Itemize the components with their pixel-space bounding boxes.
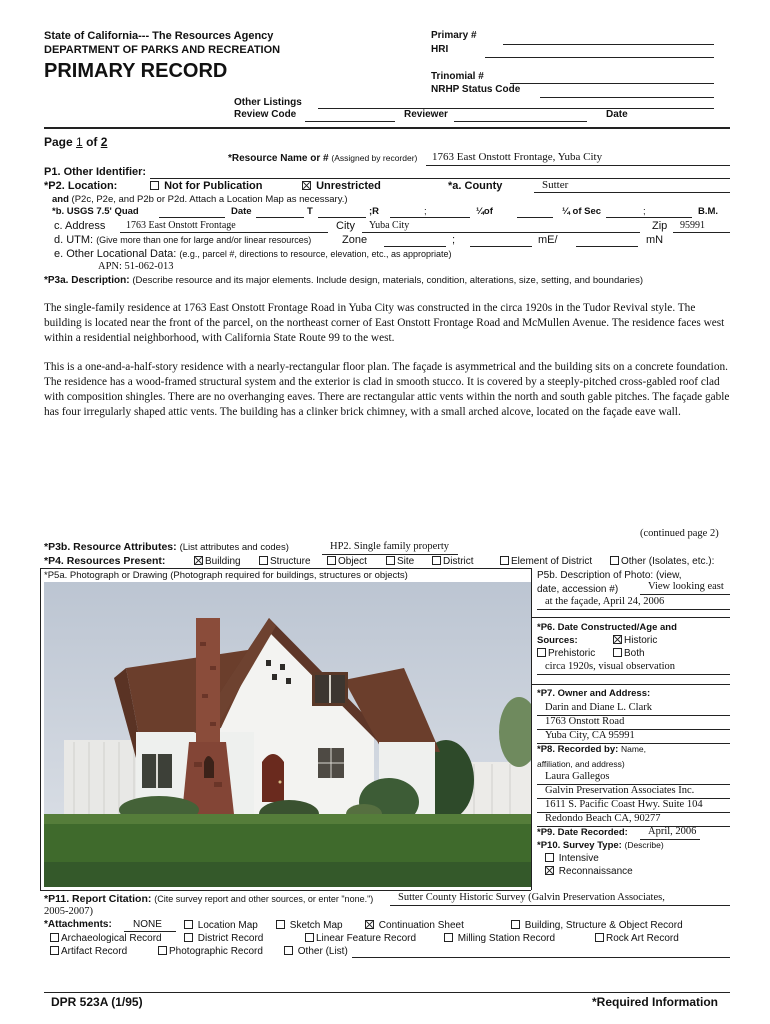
- reviewer-label: Reviewer: [404, 109, 448, 120]
- house-illustration: [44, 582, 531, 887]
- city-label: City: [336, 220, 355, 232]
- attachment-sketch-map[interactable]: Sketch Map: [276, 920, 343, 931]
- checkbox-icon: [545, 853, 554, 862]
- p8-line3: 1611 S. Pacific Coast Hwy. Suite 104: [545, 799, 703, 810]
- p3b-label: *P3b. Resource Attributes: (List attributes and codes): [44, 541, 289, 553]
- not-for-publication-checkbox[interactable]: Not for Publication: [150, 180, 262, 192]
- form-number: DPR 523A (1/95): [51, 995, 143, 1009]
- form-title: PRIMARY RECORD: [44, 60, 228, 82]
- bm-label: B.M.: [698, 206, 719, 217]
- reconnaissance-checkbox[interactable]: Reconnaissance: [545, 866, 633, 877]
- p2-label: *P2. Location:: [44, 180, 118, 192]
- p4-option-building[interactable]: Building: [194, 556, 241, 567]
- p6-label1: *P6. Date Constructed/Age and: [537, 622, 677, 633]
- p9-label: *P9. Date Recorded:: [537, 827, 628, 838]
- p5a-label: *P5a. Photograph or Drawing (Photograph required for buildings, structures or objects): [44, 570, 408, 581]
- p10-label: *P10. Survey Type: (Describe): [537, 840, 664, 851]
- utm-separator: ;: [452, 234, 456, 246]
- checked-checkbox-icon: [545, 866, 554, 875]
- zip-value: 95991: [680, 220, 705, 231]
- p6-label2: Sources:: [537, 635, 578, 646]
- other-listings-label: Other Listings: [234, 97, 302, 108]
- checked-checkbox-icon: [365, 920, 374, 929]
- attachment-linear-feature-record[interactable]: Linear Feature Record: [305, 933, 416, 944]
- zone-label: Zone: [342, 234, 368, 246]
- checkbox-icon: [276, 920, 285, 929]
- checkbox-icon: [150, 181, 159, 190]
- p8-line1: Laura Gallegos: [545, 771, 610, 782]
- p4-label: *P4. Resources Present:: [44, 555, 166, 567]
- page-indicator: Page 1 of 2: [44, 135, 108, 149]
- attachment-other-list[interactable]: Other (List): [284, 946, 348, 957]
- me-label: mE/: [538, 234, 558, 246]
- township-label: T: [307, 206, 313, 217]
- p11-label: *P11. Report Citation: (Cite survey report and other sources, or enter "none."): [44, 893, 374, 905]
- p4-option-structure[interactable]: Structure: [259, 556, 311, 567]
- p5b-line1: P5b. Description of Photo: (view,: [537, 570, 682, 581]
- attachment-building-record[interactable]: Building, Structure & Object Record: [511, 920, 683, 931]
- p9-value: April, 2006: [648, 826, 697, 837]
- p6-value: circa 1920s, visual observation: [545, 661, 676, 672]
- description-paragraph-1: The single-family residence at 1763 East Onstott Frontage Road in Yuba City was constructed in the circa 1920s in the Tudor Revival style. The building is located near the front of the parcel, on the northeast corner of East Onstott Frontage Road and McMullen Avenue. The residence faces west within a residential neighborhood, with California State Route 99 to the west.: [44, 302, 725, 344]
- attachment-photographic-record[interactable]: Photographic Record: [158, 946, 263, 957]
- p11-value: Sutter County Historic Survey (Galvin Preservation Associates,: [398, 892, 665, 903]
- attachments-none: NONE: [133, 919, 162, 930]
- historic-checkbox[interactable]: Historic: [613, 635, 657, 646]
- p3b-value: HP2. Single family property: [330, 541, 449, 552]
- attachments-label: *Attachments:: [44, 919, 112, 930]
- checkbox-icon: [595, 933, 604, 942]
- checkbox-icon: [158, 946, 167, 955]
- checkbox-icon: [305, 933, 314, 942]
- checkbox-icon: [500, 556, 509, 565]
- city-value: Yuba City: [369, 220, 410, 231]
- date-label: Date: [606, 109, 628, 120]
- checkbox-icon: [537, 648, 546, 657]
- p5b-value1: View looking east: [648, 581, 724, 592]
- p8-line4: Redondo Beach CA, 90277: [545, 813, 661, 824]
- p4-option-district[interactable]: District: [432, 556, 474, 567]
- checkbox-icon: [184, 920, 193, 929]
- utm-label: d. UTM: (Give more than one for large and/or linear resources): [54, 234, 312, 246]
- checkbox-icon: [610, 556, 619, 565]
- attachment-continuation-sheet[interactable]: Continuation Sheet: [365, 920, 464, 931]
- checkbox-icon: [50, 946, 59, 955]
- hri-label: HRI: [431, 44, 449, 55]
- p4-option-element-of-district[interactable]: Element of District: [500, 556, 592, 567]
- department-name: DEPARTMENT OF PARKS AND RECREATION: [44, 44, 281, 56]
- review-code-label: Review Code: [234, 109, 297, 120]
- p7-label: *P7. Owner and Address:: [537, 688, 651, 699]
- resource-name-label: *Resource Name or # (Assigned by recorder): [228, 153, 418, 164]
- checkbox-icon: [444, 933, 453, 942]
- nrhp-label: NRHP Status Code: [431, 84, 521, 95]
- p7-line3: Yuba City, CA 95991: [545, 730, 635, 741]
- quarter-section-label: ¼ of Sec: [562, 206, 602, 217]
- unrestricted-checkbox[interactable]: Unrestricted: [302, 180, 381, 192]
- attachment-milling-station-record[interactable]: Milling Station Record: [444, 933, 555, 944]
- p3a-label: *P3a. Description: (Describe resource and its major elements. Include design, materials, condition, alterations, size, setting, and boundaries): [44, 275, 643, 286]
- resource-name-value: 1763 East Onstott Frontage, Yuba City: [432, 151, 603, 163]
- agency-name: State of California--- The Resources Agency: [44, 30, 274, 42]
- address-label: c. Address: [54, 220, 106, 232]
- description-paragraph-2: This is a one-and-a-half-story residence with a nearly-rectangular floor plan. The façade is asymmetrical and the building sits on a concrete foundation. The residence has a wood-framed structural system and the exterior is clad in smooth stucco. It is covered by a steeply-pitched cross-gabled roof clad with composition shingles. There are no overhanging eaves. There are rectangular attic vents within the north and south gable pitches. The façade gable has four irregularly shaped attic vents. The building has a clinker brick chimney, with a small arched alcove, located on the façade eave wall.: [44, 361, 730, 418]
- checkbox-icon: [511, 920, 520, 929]
- checkbox-icon: [386, 556, 395, 565]
- p7-line1: Darin and Diane L. Clark: [545, 702, 653, 713]
- house-photo: [44, 582, 531, 887]
- primary-label: Primary #: [431, 30, 477, 41]
- both-checkbox[interactable]: Both: [613, 648, 645, 659]
- range-label: ;R: [369, 206, 380, 217]
- p8-note: affiliation, and address): [537, 759, 625, 769]
- attachment-rock-art-record[interactable]: Rock Art Record: [595, 933, 679, 944]
- p5b-line2: date, accession #): [537, 584, 619, 595]
- required-information-note: *Required Information: [592, 995, 719, 1009]
- p11-value-line2: 2005-2007): [44, 906, 93, 917]
- p1-label: P1. Other Identifier:: [44, 166, 147, 178]
- p8-line2: Galvin Preservation Associates Inc.: [545, 785, 695, 796]
- p4-option-site[interactable]: Site: [386, 556, 414, 567]
- continued-note: (continued page 2): [640, 528, 719, 539]
- attachment-archaeological-record[interactable]: Archaeological Record: [50, 933, 162, 944]
- checked-checkbox-icon: [302, 181, 311, 190]
- checkbox-icon: [284, 946, 293, 955]
- attachment-district-record[interactable]: District Record: [184, 933, 263, 944]
- prehistoric-checkbox[interactable]: Prehistoric: [537, 648, 595, 659]
- checkbox-icon: [50, 933, 59, 942]
- trinomial-label: Trinomial #: [431, 71, 484, 82]
- p5b-value2: at the façade, April 24, 2006: [545, 596, 665, 607]
- checkbox-icon: [259, 556, 268, 565]
- county-label: *a. County: [448, 180, 503, 192]
- p4-option-object[interactable]: Object: [327, 556, 367, 567]
- checked-checkbox-icon: [194, 556, 203, 565]
- attachment-location-map[interactable]: Location Map: [184, 920, 258, 931]
- checkbox-icon: [184, 933, 193, 942]
- p8-label: *P8. Recorded by: Name,: [537, 744, 646, 755]
- checkbox-icon: [613, 648, 622, 657]
- apn-value: APN: 51-062-013: [98, 261, 174, 272]
- range-separator: ;: [424, 206, 427, 217]
- quarter-of-label: ¼of: [476, 206, 493, 217]
- p4-option-other[interactable]: Other (Isolates, etc.):: [610, 556, 714, 567]
- p7-line2: 1763 Onstott Road: [545, 716, 625, 727]
- mn-label: mN: [646, 234, 664, 246]
- other-locational-label: e. Other Locational Data: (e.g., parcel #, directions to resource, elevation, etc., as appropriate): [54, 248, 452, 260]
- zip-label: Zip: [652, 220, 668, 232]
- and-note: and (P2c, P2e, and P2b or P2d. Attach a Location Map as necessary.): [52, 194, 348, 205]
- intensive-checkbox[interactable]: Intensive: [545, 853, 599, 864]
- quad-date-label: Date: [231, 206, 252, 217]
- section-separator: ;: [643, 206, 646, 217]
- county-value: Sutter: [542, 179, 569, 191]
- checkbox-icon: [432, 556, 441, 565]
- checked-checkbox-icon: [613, 635, 622, 644]
- usgs-label: *b. USGS 7.5' Quad: [52, 206, 139, 217]
- attachment-artifact-record[interactable]: Artifact Record: [50, 946, 127, 957]
- address-value: 1763 East Onstott Frontage: [126, 220, 236, 231]
- checkbox-icon: [327, 556, 336, 565]
